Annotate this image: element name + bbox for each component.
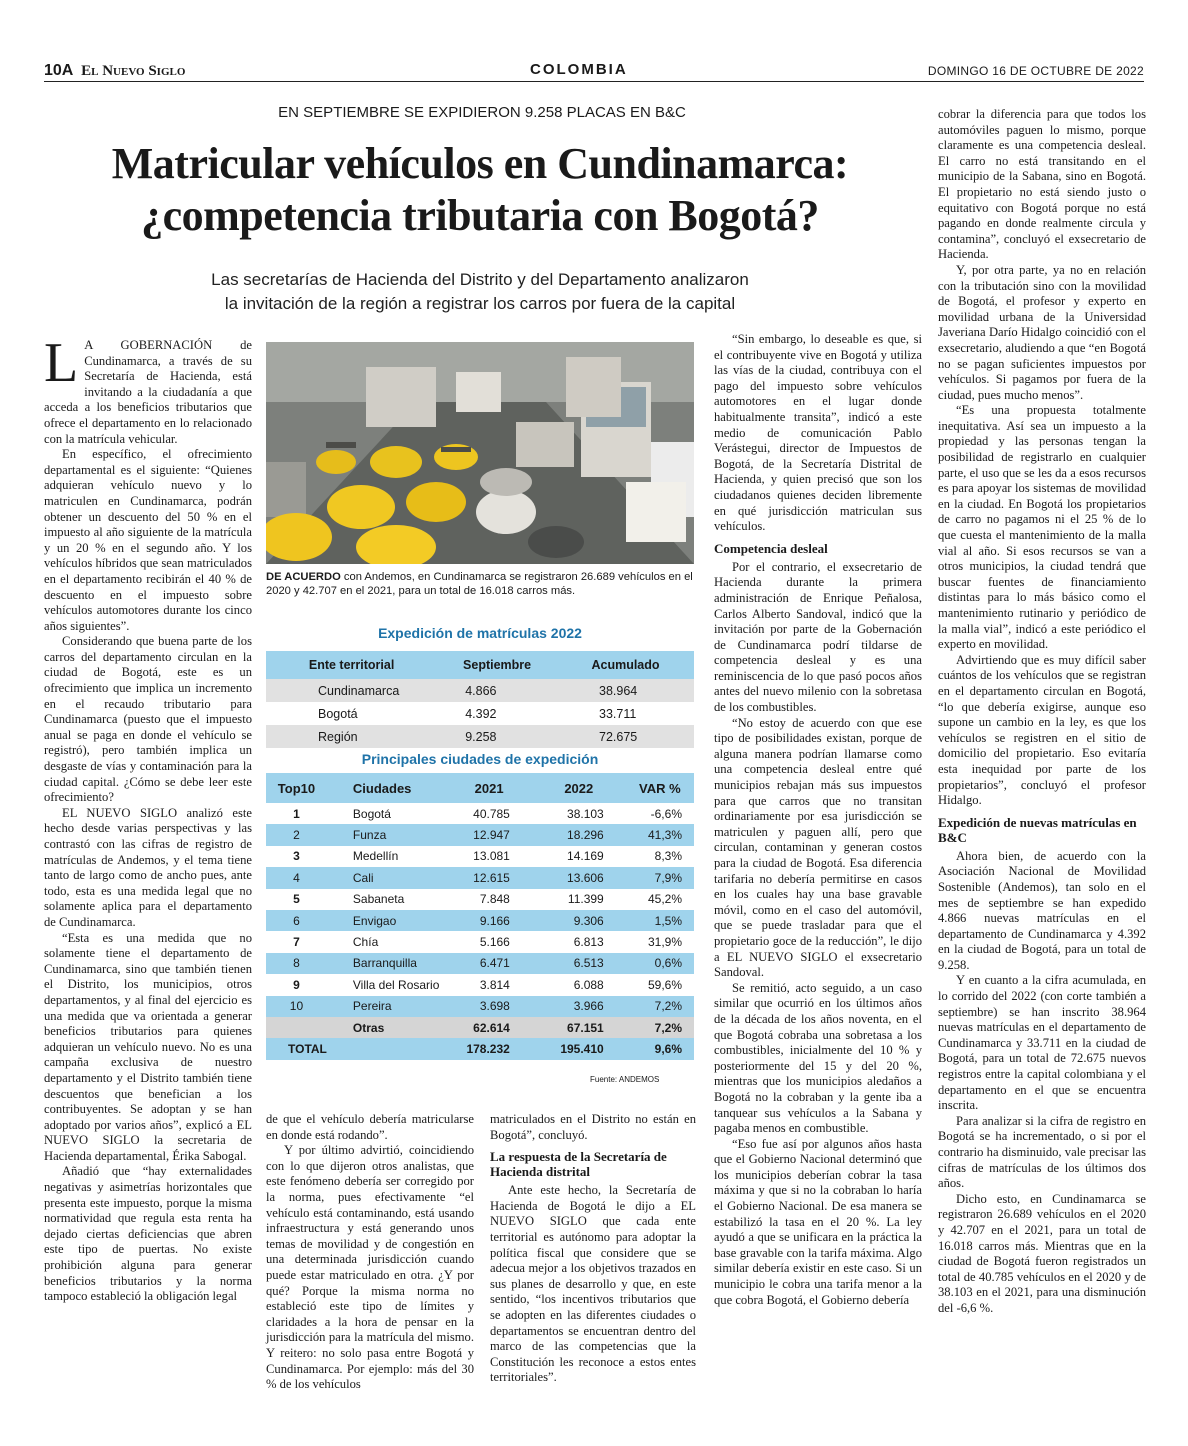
table-row bbox=[266, 679, 694, 702]
table2-title: Principales ciudades de expedición bbox=[361, 751, 599, 767]
headline-line-2: ¿competencia tributaria con Bogotá? bbox=[141, 191, 819, 240]
table-row bbox=[266, 846, 694, 867]
table-cell: Cali bbox=[327, 867, 447, 888]
table-cell: 1,5% bbox=[626, 910, 694, 931]
table-cell: 13.606 bbox=[532, 867, 626, 888]
paragraph: “Sin embargo, lo deseable es que, si el contribuyente vive en Bogotá y utiliza las vías de la ciudad, contribuya con el pago del impuesto sobre vehículos automotores en el lugar donde habitualmente transita”, indicó a este medio de comunicación Pablo Verástegui, director de Impuestos de Bogotá, de la Secretaría Distrital de Hacienda, y quien precisó que son los ciudadanos quienes deciden libremente en qué jurisdicción matriculan sus vehículos. bbox=[714, 332, 922, 534]
headline-line-1: Matricular vehículos en Cundinamarca: bbox=[111, 139, 849, 188]
table-cell: Región bbox=[266, 725, 437, 748]
table-cell: 8 bbox=[266, 953, 327, 974]
subhead-line-2: la invitación de la región a registrar los carros por fuera de la capital bbox=[224, 294, 736, 313]
paragraph: “Es una propuesta totalmente inequitativa. Así sea un impuesto a la propiedad y las personas tengan la posibilidad de registrarlo en cualquier parte, el uso que se les da a esos recursos es para apoyar los sistemas de movilidad en la ciudad. En Bogotá los propietarios de carro no pagamos ni el 25 % de lo que cuesta el mantenimiento de la malla vial al año. Si esos recursos se van a otros municipios, la ciudad tendrá que buscar fuentes de financiamiento distintas para lo más básico como el mantenimiento rutinario y periódico de la malla vial”, indicó a este periódico el experto en movilidad. bbox=[938, 403, 1146, 652]
table-cell: TOTAL bbox=[266, 1038, 327, 1059]
table-cell: Barranquilla bbox=[327, 953, 447, 974]
issue-date: DOMINGO 16 DE OCTUBRE DE 2022 bbox=[927, 64, 1144, 78]
table-row bbox=[266, 974, 694, 995]
article-column-5 bbox=[938, 107, 1146, 1432]
table-cell: Bogotá bbox=[318, 706, 358, 721]
paragraph: Se remitió, acto seguido, a un caso similar que ocurrió en los últimos años de la década de los años noventa, en el que Bogotá cobraba una sobretasa a los combustibles, inicialmente del 10 % y posteriormente del 15 y del 20 %, mientras que los municipios aledaños a Bogotá no la cobraban y la gente iba a tanquear sus vehículos a la Sabana y pagaba menos en combustible. bbox=[714, 980, 922, 1136]
table-cell: 62.614 bbox=[446, 1017, 531, 1038]
table-row bbox=[266, 889, 694, 910]
table-cell bbox=[327, 1038, 447, 1059]
table-cell: 12.615 bbox=[446, 867, 531, 888]
paragraph: Y por último advirtió, coincidiendo con lo que dijeron otros analistas, que este fenómeno debería ser corregido por la norma, pues efectivamente “el vehículo está contaminando, está usando infraestructura y está generando unos temas de movilidad y de congestión en una determinada jurisdicción cuando puede estar matriculado en otra. ¿Y por qué? Porque la misma norma no estableció este tipo de límites y claridades a la hora de pensar en la jurisdicción para la matrícula del mismo. Y reitero: no solo pasa entre Bogotá y Cundinamarca. Por ejemplo: más del 30 % de los vehículos bbox=[266, 1143, 474, 1392]
table-cell: 4.866 bbox=[437, 679, 557, 702]
headline bbox=[30, 138, 930, 242]
table-cell: 9.258 bbox=[437, 725, 557, 748]
table-cell: 33.711 bbox=[599, 706, 637, 721]
table-header-row bbox=[266, 773, 694, 803]
table-cell: 6.471 bbox=[446, 953, 531, 974]
table-cell: 45,2% bbox=[647, 892, 682, 907]
table-cell: 7,9% bbox=[626, 867, 694, 888]
table-cell: 5 bbox=[293, 892, 300, 907]
table-cell: Villa del Rosario bbox=[352, 977, 440, 992]
table-cell: 31,9% bbox=[647, 935, 682, 950]
paragraph: Añadió que “hay externalidades negativas y asimetrías horizontales que presenta este impuesto, porque la misma normatividad que regula esta renta ha dejado ciertas deficiencias que abren este tipo de puertas. No existe prohibición alguna para generar beneficios tributarios y la norma tampoco estableció la obligación legal bbox=[44, 1164, 252, 1304]
section-subheading: Competencia desleal bbox=[714, 540, 828, 556]
paragraph: En específico, el ofrecimiento departamental es el siguiente: “Quienes adquieran vehículo nuevo y lo matriculen en Cundinamarca, podrán obtener un descuento del 50 % en el impuesto al año siguiente de la matrícula y un 20 % en el segundo año. Y los vehículos híbridos que sean matriculados en el departamento recibirán el 40 % de descuento en el impuesto sobre vehículos automotores durante los cinco años siguientes”. bbox=[44, 447, 252, 633]
drop-cap: L bbox=[44, 332, 79, 394]
total-row bbox=[266, 1038, 694, 1059]
table-cell: 67.151 bbox=[532, 1017, 626, 1038]
paragraph: Dicho esto, en Cundinamarca se registraron 26.689 vehículos en el 2020 y 42.707 en el 2021, para un total de 16.018 carros más. Mientras que en la ciudad de Bogotá fueron registrados un total de 40.785 vehículos en el 2020 y de 38.103 en el 2021, para una disminución del -6,6 %. bbox=[938, 1191, 1146, 1315]
table-row bbox=[266, 910, 694, 931]
table-cell: 6.513 bbox=[532, 953, 626, 974]
table-principales-ciudades bbox=[266, 773, 694, 1060]
table-cell: Envigao bbox=[327, 910, 447, 931]
table-row bbox=[266, 931, 694, 952]
section-subheading: Expedición de nuevas matrículas en B&C bbox=[938, 814, 1137, 845]
article-column-1 bbox=[44, 332, 252, 1430]
paragraph: “No estoy de acuerdo con que ese tipo de posibilidades existan, porque de alguna manera podrían llamarse como una competencia desleal entre qué municipios rebajan más sus impuestos para que carros que no transitan ordinariamente por esa jurisdicción se matriculen y paguen allí, pero que circulan, contaminan y generan costos para la ciudad de Bogotá. Esa diferencia tarifaria no debería permitirse en casos en los cuales hay una base gravable móvil, como en el caso del automóvil, que se puede trasladar para que el propietario goce de la reducción”, le dijo a EL NUEVO SIGLO el exsecretario Sandoval. bbox=[714, 715, 922, 980]
table-cell: Medellín bbox=[352, 849, 399, 864]
table-header-row bbox=[266, 651, 694, 679]
subhead bbox=[110, 268, 850, 316]
table-cell: 178.232 bbox=[446, 1038, 531, 1059]
table-cell: 7,2% bbox=[626, 1017, 694, 1038]
column-header: Septiembre bbox=[437, 651, 557, 679]
page-header-left bbox=[44, 62, 185, 80]
table-cell: 9,6% bbox=[626, 1038, 694, 1059]
column-header: VAR % bbox=[626, 773, 694, 803]
paragraph: Para analizar si la cifra de registro en Bogotá se ha incrementado, o si por el contrario ha disminuido, vale precisar las cifras de matrículas de los últimos dos años. bbox=[938, 1113, 1146, 1191]
publication-name: El Nuevo Siglo bbox=[81, 63, 186, 79]
article-column-2 bbox=[266, 1112, 474, 1430]
table-cell: 4.392 bbox=[465, 706, 497, 721]
table-cell: 9.166 bbox=[446, 910, 531, 931]
article-column-4 bbox=[714, 332, 922, 1432]
paragraph: Advirtiendo que es muy difícil saber cuántos de los vehículos que se registran en el departamento circulan en Bogotá, “lo que debería exigirse, aunque eso supone un cambio en la ley, es que los vehículos se registren en el sitio de domicilio del propietario. Eso evitaría esta inequidad por parte de los propietarios”, concluyó el profesor Hidalgo. bbox=[938, 652, 1146, 808]
table-cell: 195.410 bbox=[532, 1038, 626, 1059]
paragraph: Y en cuanto a la cifra acumulada, en lo corrido del 2022 (con corte también a septiembre) se han inscrito 38.964 nuevas matrículas en el departamento de Cundinamarca y 33.711 en la ciudad de Bogotá, para un total de 72.675 nuevos registros entre la capital colombiana y el departamento en el que se encuentra inscrita. bbox=[938, 973, 1146, 1113]
paragraph: EL NUEVO SIGLO analizó este hecho desde varias perspectivas y las contrastó con las cifras de registro de matrículas de Andemos, y el tema tiene tanto de largo como de ancho pues, ante todo, esta es una medida legal que no solamente aplica para el departamento de Cundinamarca. bbox=[44, 805, 252, 929]
column-header: 2022 bbox=[532, 773, 626, 803]
table-cell: 72.675 bbox=[557, 725, 694, 748]
table-cell: 6.088 bbox=[573, 977, 604, 992]
page-number: 10A bbox=[44, 62, 74, 79]
table-cell: 38.103 bbox=[567, 806, 604, 821]
table-cell: 41,3% bbox=[626, 824, 694, 845]
table-cell: 11.399 bbox=[567, 892, 604, 907]
table-row bbox=[266, 824, 694, 845]
paragraph: matriculados en el Distrito no están en Bogotá”, concluyó. bbox=[490, 1112, 696, 1142]
table-cell: 9 bbox=[293, 977, 300, 992]
table-row bbox=[266, 996, 694, 1017]
table-cell: 3.814 bbox=[479, 977, 510, 992]
table-cell: 13.081 bbox=[473, 849, 510, 864]
paragraph: cobrar la diferencia para que todos los automóviles paguen lo mismo, porque claramente es una competencia desleal. El carro no está transitando en el municipio de la Sabana, sino en Bogotá. El propietario no está siendo justo o equitativo con Bogotá porque no está pagando en donde realmente circula y contamina”, concluyó el exsecretario de Hacienda. bbox=[938, 107, 1146, 262]
table-cell: 8,3% bbox=[654, 849, 682, 864]
table-cell: 38.964 bbox=[557, 679, 694, 702]
table-row bbox=[266, 725, 694, 748]
paragraph: Considerando que buena parte de los carros del departamento circulan en la ciudad de Bogotá, este es un ofrecimiento que implica un incremento en el recaudo tributario para Cundinamarca (puesto que el impuesto anual se paga en donde el vehículo se registró), pero también implica un desgaste de vías y contaminación para la ciudad capital. ¿Cómo se debe leer este ofrecimiento? bbox=[44, 634, 252, 805]
table-cell: Chía bbox=[352, 935, 379, 950]
table-cell: 40.785 bbox=[473, 806, 510, 821]
table-cell: Pereira bbox=[327, 996, 447, 1017]
header-rule bbox=[44, 81, 1144, 82]
table-cell: 9.306 bbox=[532, 910, 626, 931]
caption-lead: DE ACUERDO bbox=[266, 571, 341, 583]
article-column-3 bbox=[490, 1112, 696, 1430]
table-cell: 6 bbox=[266, 910, 327, 931]
table-cell: 59,6% bbox=[647, 977, 682, 992]
photo-caption bbox=[266, 570, 694, 598]
table-cell: 5.166 bbox=[479, 935, 510, 950]
table-cell: Cundinamarca bbox=[266, 679, 437, 702]
table-cell: 3 bbox=[293, 849, 300, 864]
table-cell: 4 bbox=[266, 867, 327, 888]
table-cell: 7,2% bbox=[626, 996, 694, 1017]
table-source: Fuente: ANDEMOS bbox=[590, 1075, 660, 1084]
table-cell: Otras bbox=[327, 1017, 447, 1038]
kicker: EN SEPTIEMBRE SE EXPIDIERON 9.258 PLACAS EN B&C bbox=[278, 104, 686, 121]
paragraph: Y, por otra parte, ya no en relación con la tributación sino con la movilidad de Bogotá, el profesor y experto en movilidad urbana de la Universidad Javeriana Darío Hidalgo coincidió con el exsecretario, aludiendo a que “en Bogotá no se pagan suficientes impuestos por vehículos. Si pagamos por fuera de la ciudad, pues mucho menos”. bbox=[938, 262, 1146, 402]
table-cell: 7.848 bbox=[479, 892, 510, 907]
column-header: Ciudades bbox=[327, 773, 447, 803]
paragraph: “Eso fue así por algunos años hasta que el Gobierno Nacional determinó que los municipios deberían cobrar la tasa máxima y que si no la cobraban lo haría el Gobierno Nacional. De esa manera se estabilizó la tasa en el 20 %. La ley ayudó a que se unificara en la práctica la base gravable con la tarifa máxima. Algo similar debería existir en este caso. Si un municipio le cobra una tarifa menor a la que cobra Bogotá, el Gobierno debería bbox=[714, 1136, 922, 1307]
table-cell: Sabaneta bbox=[352, 892, 405, 907]
table-cell: 10 bbox=[266, 996, 327, 1017]
column-header: 2021 bbox=[446, 773, 531, 803]
subhead-line-1: Las secretarías de Hacienda del Distrito y del Departamento analizaron bbox=[211, 270, 749, 289]
paragraph: Ahora bien, de acuerdo con la Asociación Nacional de Movilidad Sostenible (Andemos), tan solo en el mes de septiembre se han expedido 4.866 nuevas matrículas en el departamento de Cundinamarca y 4.392 en la ciudad de Bogotá, para un total de 9.258. bbox=[938, 848, 1146, 972]
table-cell: 3.698 bbox=[446, 996, 531, 1017]
traffic-illustration bbox=[266, 342, 694, 564]
paragraph: “Esta es una medida que no solamente tiene el departamento de Cundinamarca, sino que también tienen el Distrito, los municipios, otros departamentos, y al final del ejercicio es una medida que va orientada a generar beneficios tributarios para quienes adquieran un vehículo nuevo. No es una campaña exclusiva de nuestro departamento y el Distrito también tiene descuentos que benefician a los contribuyentes. Se adoptan y se han adoptado por varios años”, explicó a EL NUEVO SIGLO la secretaria de Hacienda departamental, Érika Sabogal. bbox=[44, 930, 252, 1163]
table-cell: 12.947 bbox=[446, 824, 531, 845]
column-header: Ente territorial bbox=[266, 651, 437, 679]
section-name: COLOMBIA bbox=[530, 61, 628, 78]
lead-paragraph: L A GOBERNACIÓN de Cundinamarca, a través de su Secretaría de Hacienda, está invitando a la ciudadanía a que acceda a los beneficios tributarios que ofrece el departamento en lo relacionado con la matrícula vehicular. bbox=[44, 332, 252, 446]
table-cell: 14.169 bbox=[567, 849, 604, 864]
table-row bbox=[266, 953, 694, 974]
table-row bbox=[266, 702, 694, 725]
traffic-photo bbox=[266, 342, 694, 564]
table-cell: 7 bbox=[293, 935, 300, 950]
table-cell: Funza bbox=[327, 824, 447, 845]
section-subheading: La respuesta de la Secretaría de Hacienda distrital bbox=[490, 1149, 667, 1180]
caption-text: con Andemos, en Cundinamarca se registraron 26.689 vehículos en el 2020 y 42.707 en el 2021, para un total de 16.018 carros más. bbox=[266, 571, 693, 597]
table-cell: 6.813 bbox=[573, 935, 604, 950]
paragraph: Por el contrario, el exsecretario de Hacienda durante la primera administración de Enrique Peñalosa, Carlos Alberto Sandoval, indicó que la invitación por parte de la Gobernación de Cundinamarca podrí tildarse de competencia desleal y es una reminiscencia de lo que pasó pocos años antes del nuevo milenio con la sobretasa de los combustibles. bbox=[714, 559, 922, 715]
table-cell: Bogotá bbox=[352, 806, 391, 821]
table1-title: Expedición de matrículas 2022 bbox=[378, 625, 582, 641]
column-header: Acumulado bbox=[557, 651, 694, 679]
table-row bbox=[266, 867, 694, 888]
paragraph: Ante este hecho, la Secretaría de Hacienda de Bogotá le dijo a EL NUEVO SIGLO que cada ente territorial es autónomo para adoptar la política fiscal que considere que se adecua mejor a los objetivos trazados en sus planes de desarrollo y que, en este sentido, “los incentivos tributarios que se adopten en las diferentes ciudades o departamentos se encuentran dentro del marco de las competencias que la Constitución les reconoce a estos entes territoriales”. bbox=[490, 1183, 696, 1385]
table-cell: 0,6% bbox=[626, 953, 694, 974]
table-expedicion-matriculas bbox=[266, 651, 694, 748]
table-cell: -6,6% bbox=[650, 806, 682, 821]
table-row bbox=[266, 803, 694, 824]
table-cell: 18.296 bbox=[532, 824, 626, 845]
table-cell: 1 bbox=[293, 806, 300, 821]
column-header: Top10 bbox=[266, 773, 327, 803]
table-cell: 3.966 bbox=[532, 996, 626, 1017]
table-cell: 2 bbox=[266, 824, 327, 845]
paragraph: de que el vehículo debería matricularse en donde está rodando”. bbox=[266, 1112, 474, 1142]
table-cell bbox=[266, 1017, 327, 1038]
otras-row bbox=[266, 1017, 694, 1038]
